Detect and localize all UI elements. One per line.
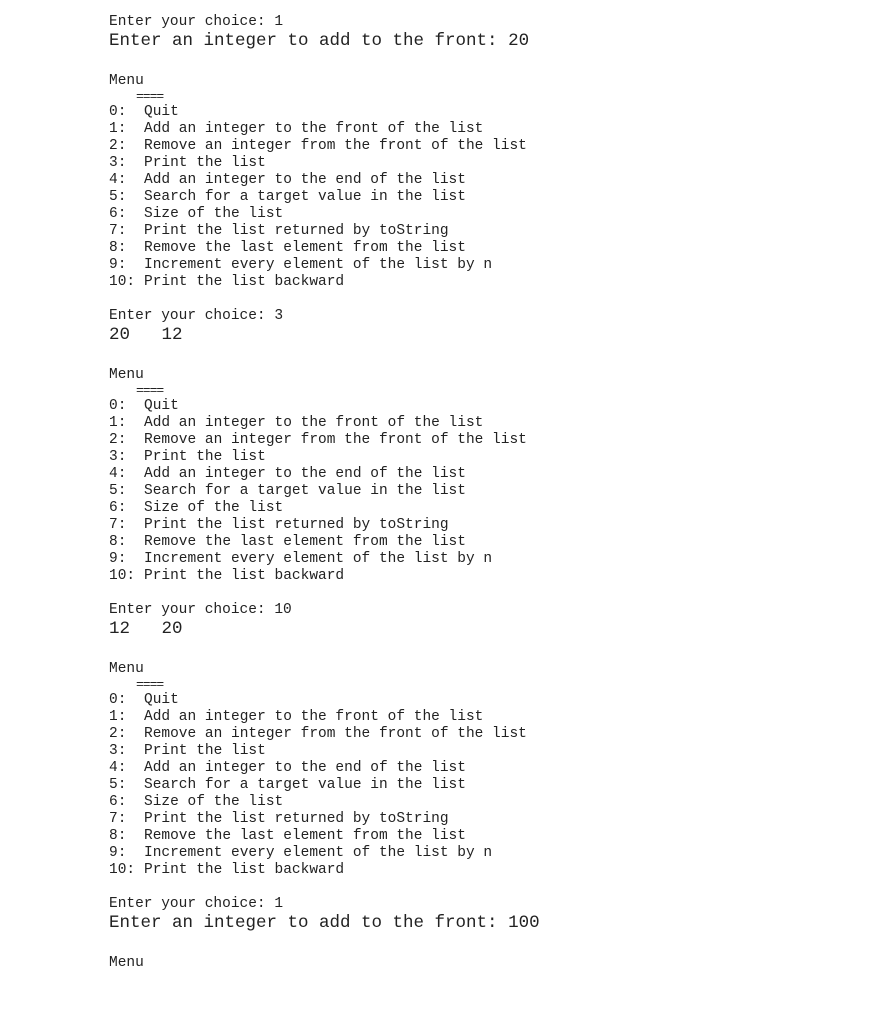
menu-item-label: Quit	[144, 398, 179, 414]
menu-item-label: Add an integer to the front of the list	[144, 121, 484, 137]
menu-item-label: Add an integer to the end of the list	[144, 760, 466, 776]
menu-item-number: 9:	[109, 551, 127, 567]
menu-item-number: 8:	[109, 828, 127, 844]
menu-item	[109, 794, 869, 811]
menu-item-number: 1:	[109, 709, 127, 725]
menu-underline: ====	[136, 89, 164, 104]
menu-item-label: Print the list returned by toString	[144, 223, 449, 239]
menu-underline: ====	[136, 677, 164, 692]
menu-item	[109, 240, 869, 257]
blank-line	[109, 345, 869, 365]
menu-item	[109, 466, 869, 483]
menu-item	[109, 760, 869, 777]
menu-item-label: Add an integer to the end of the list	[144, 172, 466, 188]
menu-item-number: 9:	[109, 845, 127, 861]
menu-item-label: Print the list	[144, 743, 266, 759]
console-output	[109, 14, 869, 972]
menu-item-number: 4:	[109, 760, 127, 776]
menu-underline: ====	[136, 383, 164, 398]
menu-item-number: 5:	[109, 483, 127, 499]
blank-line	[109, 879, 869, 896]
menu-item-label: Add an integer to the front of the list	[144, 415, 484, 431]
menu-item-number: 7:	[109, 517, 127, 533]
menu-item-label: Size of the list	[144, 500, 284, 516]
menu-item	[109, 121, 869, 138]
menu-item	[109, 862, 869, 879]
menu-item	[109, 828, 869, 845]
menu-item-number: 3:	[109, 449, 127, 465]
menu-item-number: 2:	[109, 432, 127, 448]
menu-item-number: 6:	[109, 206, 127, 222]
blank-line	[109, 585, 869, 602]
menu-item-number: 4:	[109, 466, 127, 482]
menu-item-number: 9:	[109, 257, 127, 273]
menu-item	[109, 811, 869, 828]
menu-item-label: Add an integer to the front of the list	[144, 709, 484, 725]
menu-item-label: Search for a target value in the list	[144, 483, 466, 499]
menu-item-label: Print the list	[144, 449, 266, 465]
menu-item-number: 3:	[109, 743, 127, 759]
menu-item	[109, 551, 869, 568]
menu-item	[109, 274, 869, 291]
menu-item-number: 0:	[109, 104, 127, 120]
menu-item	[109, 483, 869, 500]
menu-item-label: Remove the last element from the list	[144, 240, 466, 256]
menu-title: Menu	[109, 661, 144, 677]
menu-item-number: 7:	[109, 811, 127, 827]
menu-title: Menu	[109, 73, 144, 89]
menu-item-number: 4:	[109, 172, 127, 188]
menu-item-label: Remove an integer from the front of the list	[144, 138, 527, 154]
menu-item	[109, 138, 869, 155]
menu-item-label: Size of the list	[144, 206, 284, 222]
menu-item-number: 6:	[109, 500, 127, 516]
choice-prompt: Enter your choice: 1	[109, 896, 284, 912]
menu-item-label: Increment every element of the list by n	[144, 845, 493, 861]
menu-item	[109, 155, 869, 172]
menu-item-label: Search for a target value in the list	[144, 189, 466, 205]
menu-item-label: Search for a target value in the list	[144, 777, 466, 793]
menu-item	[109, 500, 869, 517]
menu-item-number: 3:	[109, 155, 127, 171]
menu-item-label: Print the list returned by toString	[144, 811, 449, 827]
menu-item	[109, 743, 869, 760]
menu-item-number: 8:	[109, 534, 127, 550]
menu-item-number: 1:	[109, 121, 127, 137]
menu-item	[109, 206, 869, 223]
program-output: Enter an integer to add to the front: 20	[109, 31, 530, 51]
menu-block	[109, 661, 869, 879]
menu-item-label: Remove an integer from the front of the list	[144, 432, 527, 448]
menu-item-label: Remove the last element from the list	[144, 828, 466, 844]
menu-title: Menu	[109, 367, 144, 383]
choice-prompt: Enter your choice: 3	[109, 308, 284, 324]
menu-item	[109, 415, 869, 432]
menu-item-label: Quit	[144, 692, 179, 708]
menu-item-number: 10:	[109, 274, 136, 290]
menu-item-label: Add an integer to the end of the list	[144, 466, 466, 482]
menu-item-label: Print the list	[144, 155, 266, 171]
menu-item	[109, 777, 869, 794]
menu-item-number: 6:	[109, 794, 127, 810]
menu-item-label: Size of the list	[144, 794, 284, 810]
menu-item-number: 10:	[109, 862, 136, 878]
menu-item-label: Increment every element of the list by n	[144, 257, 493, 273]
menu-item	[109, 223, 869, 240]
menu-item-label: Remove the last element from the list	[144, 534, 466, 550]
menu-item-label: Print the list backward	[144, 568, 345, 584]
blank-line	[109, 51, 869, 71]
program-output: 20 12	[109, 325, 183, 345]
menu-item-label: Increment every element of the list by n	[144, 551, 493, 567]
menu-item-number: 0:	[109, 398, 127, 414]
menu-item	[109, 172, 869, 189]
menu-item-label: Print the list backward	[144, 862, 345, 878]
menu-item-label: Remove an integer from the front of the list	[144, 726, 527, 742]
menu-item-label: Print the list backward	[144, 274, 345, 290]
menu-item	[109, 534, 869, 551]
menu-item	[109, 692, 869, 709]
program-output: Enter an integer to add to the front: 100	[109, 913, 540, 933]
choice-prompt: Enter your choice: 10	[109, 602, 292, 618]
menu-item-number: 10:	[109, 568, 136, 584]
choice-prompt: Enter your choice: 1	[109, 14, 284, 30]
menu-item	[109, 726, 869, 743]
menu-block	[109, 73, 869, 291]
menu-item	[109, 517, 869, 534]
menu-item-label: Print the list returned by toString	[144, 517, 449, 533]
menu-item	[109, 709, 869, 726]
menu-item	[109, 189, 869, 206]
blank-line	[109, 639, 869, 659]
blank-line	[109, 291, 869, 308]
menu-item	[109, 257, 869, 274]
menu-item-number: 1:	[109, 415, 127, 431]
menu-item	[109, 449, 869, 466]
menu-item-number: 2:	[109, 138, 127, 154]
menu-item-label: Quit	[144, 104, 179, 120]
menu-item	[109, 104, 869, 121]
menu-item-number: 8:	[109, 240, 127, 256]
menu-item	[109, 398, 869, 415]
menu-item-number: 5:	[109, 777, 127, 793]
menu-block	[109, 367, 869, 585]
menu-item	[109, 432, 869, 449]
menu-item-number: 2:	[109, 726, 127, 742]
blank-line	[109, 933, 869, 953]
menu-item	[109, 568, 869, 585]
menu-item	[109, 845, 869, 862]
menu-item-number: 7:	[109, 223, 127, 239]
menu-title: Menu	[109, 955, 144, 971]
menu-item-number: 0:	[109, 692, 127, 708]
menu-item-number: 5:	[109, 189, 127, 205]
program-output: 12 20	[109, 619, 183, 639]
